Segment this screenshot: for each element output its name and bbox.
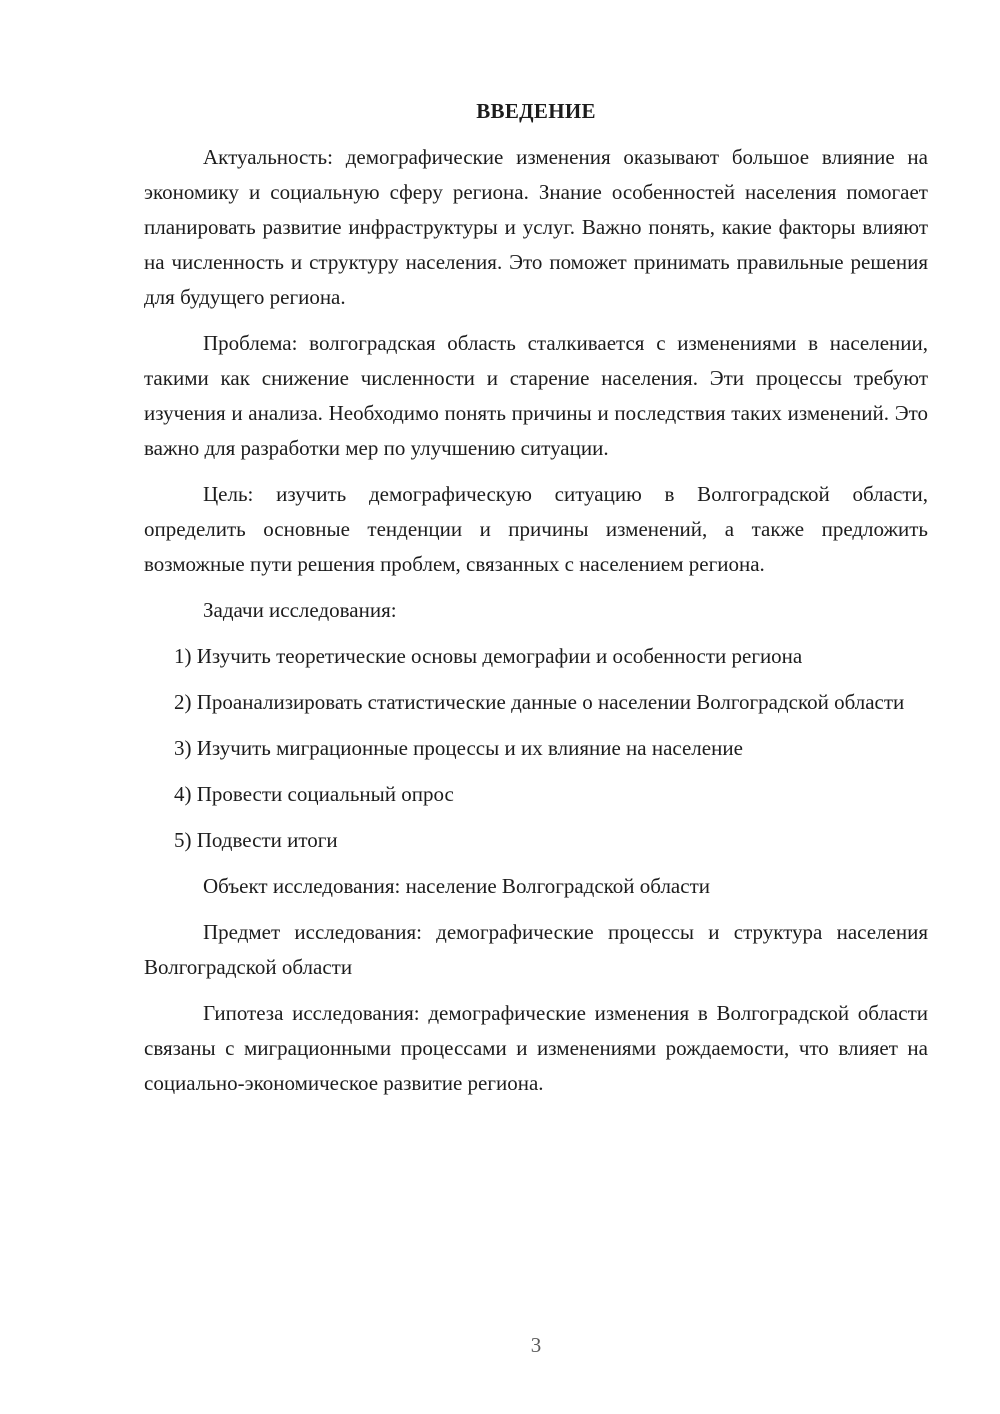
object-paragraph: Объект исследования: население Волгоградской области (203, 874, 710, 898)
document-page (144, 96, 928, 1101)
tasks-heading: Задачи исследования: (203, 598, 397, 622)
task-item: 1) Изучить теоретические основы демографии и особенности региона (174, 644, 803, 668)
problem-paragraph: Проблема: волгоградская область сталкивается с изменениями в населении, такими как снижение численности и старение населения. Эти процессы требуют изучения и анализа. Необходимо понять причины и последствия таких изменений. Это важно для разработки мер по улучшению ситуации. (144, 331, 928, 460)
subject-paragraph: Предмет исследования: демографические процессы и структура населения Волгоградской области (144, 920, 928, 979)
hypothesis-paragraph: Гипотеза исследования: демографические изменения в Волгоградской области связаны с миграционными процессами и изменениями рождаемости, что влияет на социально-экономическое развитие региона. (144, 1001, 928, 1095)
task-item: 3) Изучить миграционные процессы и их влияние на население (174, 736, 743, 760)
task-item: 2) Проанализировать статистические данные о населении Волгоградской области (174, 690, 905, 714)
page-number: 3 (530, 1333, 542, 1357)
task-item: 5) Подвести итоги (174, 828, 338, 852)
task-item: 4) Провести социальный опрос (174, 782, 454, 806)
page-title: ВВЕДЕНИЕ (476, 99, 596, 123)
relevance-paragraph: Актуальность: демографические изменения оказывают большое влияние на экономику и социальную сферу региона. Знание особенностей населения помогает планировать развитие инфраструктуры и услуг. Важно понять, какие факторы влияют на численность и структуру населения. Это поможет принимать правильные решения для будущего региона. (144, 145, 928, 309)
goal-paragraph: Цель: изучить демографическую ситуацию в Волгоградской области, определить основные тенденции и причины изменений, а также предложить возможные пути решения проблем, связанных с населением региона. (144, 482, 928, 576)
